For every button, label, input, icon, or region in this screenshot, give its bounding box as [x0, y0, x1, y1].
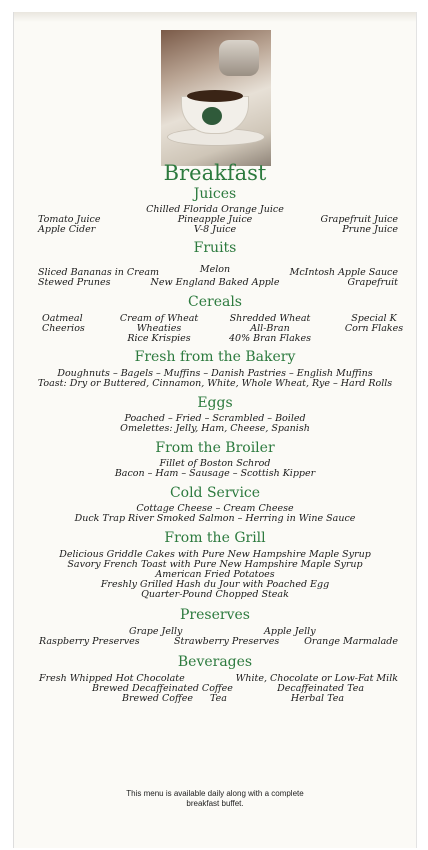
juices-heading: Juices: [193, 186, 237, 202]
bakery-heading: Fresh from the Bakery: [134, 349, 296, 365]
cold-service-line: Cottage Cheese – Cream Cheese: [136, 503, 294, 514]
bakery-line: Toast: Dry or Buttered, Cinnamon, White, Whole Wheat, Rye – Hard Rolls: [37, 378, 393, 389]
beverage-item: Brewed Coffee: [122, 693, 193, 704]
preserve-item: Raspberry Preserves: [39, 636, 140, 647]
cereals-heading: Cereals: [188, 294, 242, 310]
cereal-item: 40% Bran Flakes: [228, 333, 311, 344]
cereal-item: Wheaties: [136, 323, 182, 334]
cereal-item: Rice Krispies: [127, 333, 191, 344]
beverage-item: White, Chocolate or Low-Fat Milk: [235, 673, 398, 684]
beverage-item: Brewed Decaffeinated Coffee: [92, 683, 233, 694]
fruit-item: Sliced Bananas in Cream: [38, 267, 160, 278]
beverages-heading: Beverages: [177, 654, 253, 670]
grill-heading: From the Grill: [164, 530, 266, 546]
beverage-item: Tea: [210, 693, 227, 704]
preserves-heading: Preserves: [180, 607, 250, 623]
beverage-item: Decaffeinated Tea: [277, 683, 364, 694]
juice-item: Chilled Florida Orange Juice: [146, 204, 284, 215]
footnote-line: This menu is available daily along with a complete: [126, 789, 304, 798]
juice-item: V-8 Juice: [193, 224, 237, 235]
preserve-item: Orange Marmalade: [304, 636, 398, 647]
grill-line: Quarter-Pound Chopped Steak: [141, 589, 289, 600]
cereal-item: Shredded Wheat: [229, 313, 311, 324]
fruits-heading: Fruits: [193, 240, 237, 256]
fruit-item: Grapefruit: [347, 277, 398, 288]
menu-page: [13, 12, 417, 848]
coffee-pot-icon: [219, 40, 259, 76]
broiler-heading: From the Broiler: [155, 440, 275, 456]
preserve-item: Grape Jelly: [129, 626, 183, 637]
juice-item: Apple Cider: [38, 224, 96, 235]
fruit-item: Melon: [199, 264, 231, 275]
juice-item: Grapefruit Juice: [320, 214, 398, 225]
fruit-item: Stewed Prunes: [38, 277, 111, 288]
grill-line: American Fried Potatoes: [155, 569, 275, 580]
cereal-item: Cheerios: [42, 323, 85, 334]
beverage-item: Fresh Whipped Hot Chocolate: [39, 673, 185, 684]
cereal-item: Oatmeal: [42, 313, 83, 324]
broiler-line: Fillet of Boston Schrod: [159, 458, 271, 469]
broiler-line: Bacon – Ham – Sausage – Scottish Kipper: [114, 468, 316, 479]
cold-service-line: Duck Trap River Smoked Salmon – Herring in Wine Sauce: [74, 513, 356, 524]
juice-item: Pineapple Juice: [177, 214, 253, 225]
footnote-line: breakfast buffet.: [186, 799, 244, 808]
grill-line: Savory French Toast with Pure New Hampshire Maple Syrup: [67, 559, 363, 570]
fruit-item: New England Baked Apple: [150, 277, 280, 288]
juice-item: Prune Juice: [342, 224, 398, 235]
preserve-item: Strawberry Preserves: [174, 636, 280, 647]
grill-line: Delicious Griddle Cakes with Pure New Hampshire Maple Syrup: [59, 549, 371, 560]
eggs-line: Omelettes: Jelly, Ham, Cheese, Spanish: [120, 423, 310, 434]
eggs-line: Poached – Fried – Scrambled – Boiled: [124, 413, 306, 424]
cereal-item: Special K: [351, 313, 397, 324]
cold-service-heading: Cold Service: [169, 485, 261, 501]
cereal-item: Corn Flakes: [344, 323, 404, 334]
coffee-cup-photo: [161, 30, 271, 166]
page-fold: [14, 12, 416, 22]
cereal-item: Cream of Wheat: [119, 313, 199, 324]
grill-line: Freshly Grilled Hash du Jour with Poached Egg: [100, 579, 330, 590]
fruit-item: McIntosh Apple Sauce: [289, 267, 398, 278]
beverage-item: Herbal Tea: [290, 693, 344, 704]
cereal-item: All-Bran: [250, 323, 290, 334]
juice-item: Tomato Juice: [38, 214, 101, 225]
coffee-surface-icon: [187, 90, 243, 102]
eggs-heading: Eggs: [197, 395, 233, 411]
preserve-item: Apple Jelly: [264, 626, 316, 637]
bakery-line: Doughnuts – Bagels – Muffins – Danish Pastries – English Muffins: [57, 368, 373, 379]
menu-title: Breakfast: [163, 161, 267, 185]
